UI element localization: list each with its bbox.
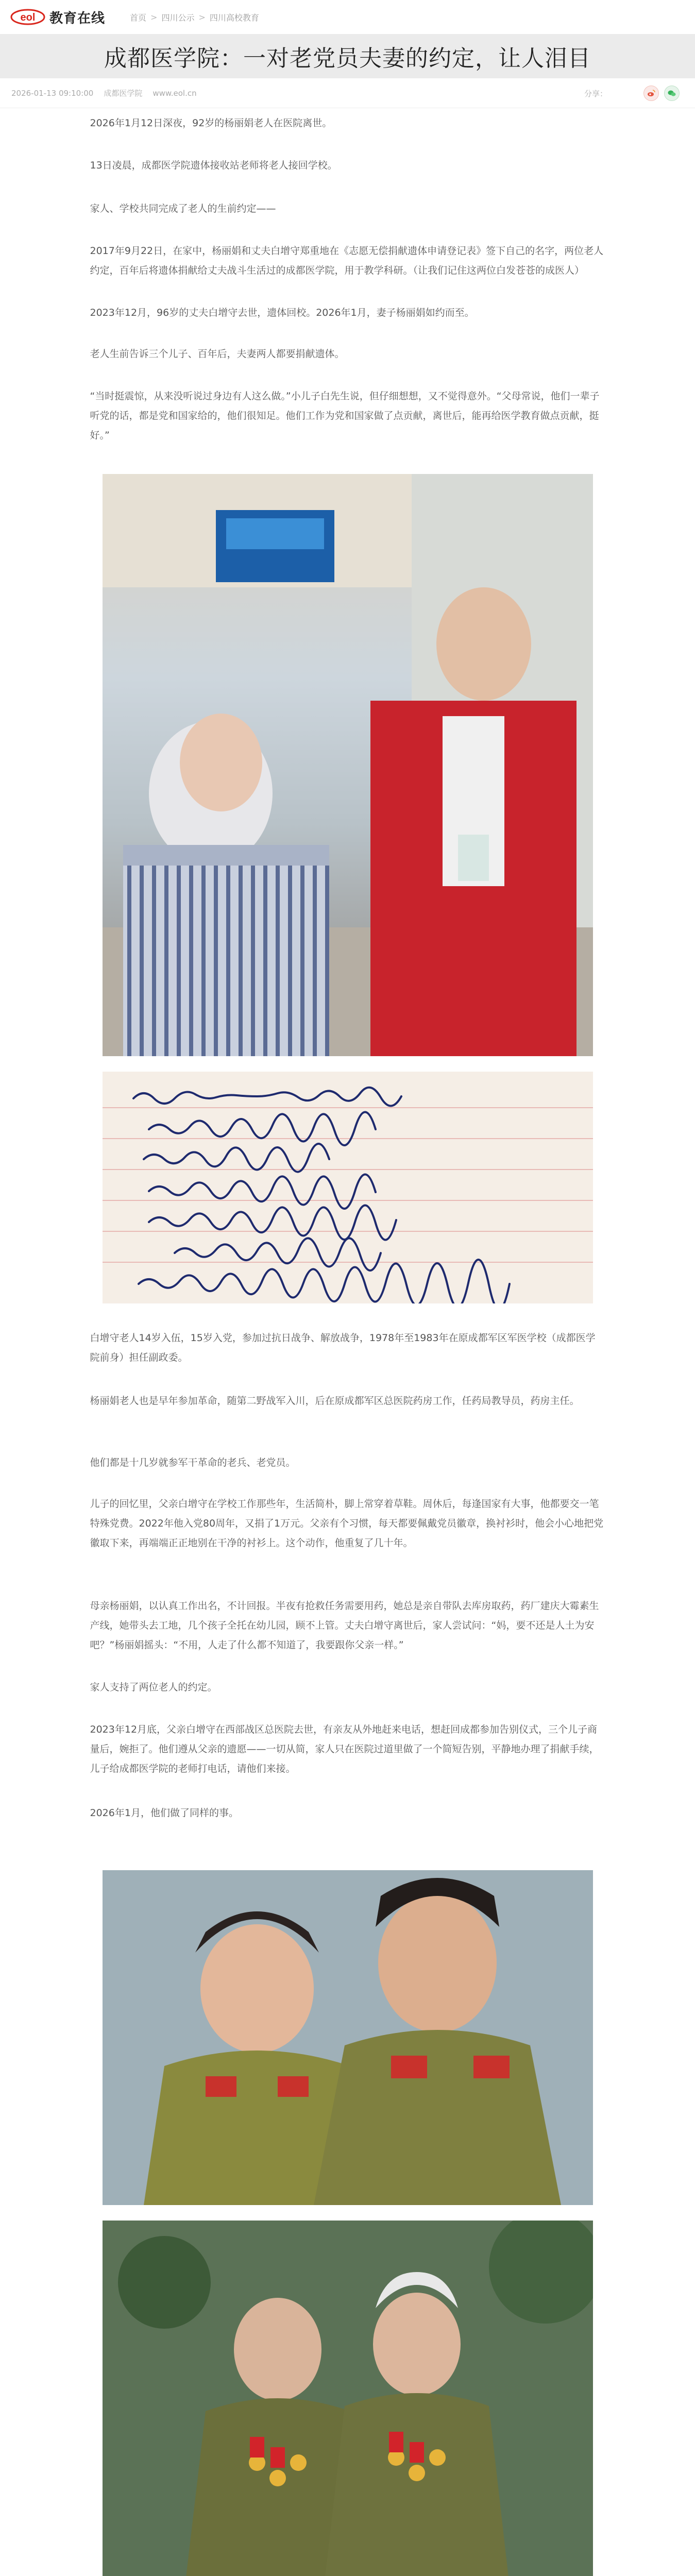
breadcrumb-sichuan[interactable]: 四川公示: [161, 12, 195, 23]
photo-handwritten-pledge: [103, 1072, 593, 1303]
weibo-share-button[interactable]: [643, 86, 659, 101]
logo-text: 教育在线: [49, 10, 106, 26]
document-icon: [103, 1072, 593, 1303]
article-paragraph: 老人生前告诉三个儿子、百年后，夫妻两人都要捐献遗体。: [90, 348, 345, 360]
article-paragraph: 家人、学校共同完成了老人的生前约定——: [90, 203, 276, 214]
photo-couple-hospital: [103, 474, 593, 1056]
article-paragraph: 2017年9月22日，在家中，杨丽娟和丈夫白增守郑重地在《志愿无偿捐献遗体申请登记表》签下自己的名字，两位老人约定，百年后将遗体捐献给丈夫战斗生活过的成都医学院，用于教学科研。（让我们记住这两位白发苍苍的成医人）: [90, 245, 604, 276]
article-paragraph: 2023年12月，96岁的丈夫白增守去世，遗体回校。2026年1月，妻子杨丽娟如约而至。: [90, 307, 474, 318]
photo-icon: [103, 1870, 593, 2205]
breadcrumb-separator: >: [150, 12, 158, 22]
title-band: [0, 34, 695, 78]
page-title: 成都医学院：一对老党员夫妻的约定，让人泪目: [104, 45, 591, 72]
share-label: 分享：: [584, 89, 607, 98]
share-bar: [584, 86, 680, 101]
top-bar: [0, 0, 695, 34]
wechat-icon: [667, 89, 676, 98]
photo-icon: [103, 474, 593, 1056]
article-body: [90, 108, 605, 2576]
article-paragraph: 13日凌晨，成都医学院遗体接收站老师将老人接回学校。: [90, 160, 337, 171]
article-paragraph: 儿子的回忆里，父亲白增守在学校工作那些年，生活简朴，脚上常穿着草鞋。周休后，每逢国家有大事，他都要交一笔特殊党费。2022年他入党80周年，又捐了1万元。父亲有个习惯，每天都要佩戴党员徽章，换衬衫时，他会小心地把党徽取下来，再端端正正地别在干净的衬衫上。这个动作，他重复了几十年。: [90, 1498, 604, 1549]
article-source: 成都医学院: [104, 89, 143, 98]
article-url: www.eol.cn: [152, 88, 197, 98]
publish-date: 2026-01-13 09:10:00: [11, 88, 94, 98]
article-meta: [0, 78, 695, 108]
svg-text:eol: eol: [20, 12, 36, 23]
wechat-share-button[interactable]: [664, 86, 680, 101]
eol-logo-icon: [10, 8, 45, 26]
photo-icon: [103, 2221, 593, 2576]
article-paragraph: 母亲杨丽娟，以认真工作出名，不计回报。半夜有抢救任务需要用药，她总是亲自带队去库房取药，药厂建庆大霉素生产线，她带头去工地，几个孩子全托在幼儿园，顾不上管。丈夫白增守离世后，家人尝试问：“妈，要不还是人土为安吧？”杨丽娟摇头：“不用，人走了什么都不知道了，我要跟你父亲一样。”: [90, 1600, 599, 1651]
weibo-icon: [647, 89, 656, 98]
photo-young-couple-uniform: [103, 1870, 593, 2205]
breadcrumb: [130, 11, 259, 23]
breadcrumb-home[interactable]: 首页: [130, 12, 147, 23]
article-paragraph: 家人支持了两位老人的约定。: [90, 1682, 217, 1693]
article-paragraph: “当时挺震惊，从来没听说过身边有人这么做。”小儿子白先生说，但仔细想想，又不觉得意外。“父母常说，他们一辈子听党的话，都是党和国家给的，他们很知足。他们工作为党和国家做了点贡献，离世后，能再给医学教育做点贡献，挺好。”: [90, 391, 600, 441]
article-paragraph: 杨丽娟老人也是早年参加革命，随第二野战军入川，后在原成都军区总医院药房工作，任药局教导员，药房主任。: [90, 1395, 580, 1406]
site-logo[interactable]: [10, 8, 105, 27]
breadcrumb-sichuan-education[interactable]: 四川高校教育: [209, 12, 259, 23]
article-paragraph: 2026年1月，他们做了同样的事。: [90, 1807, 239, 1819]
article-paragraph: 他们都是十几岁就参军干革命的老兵、老党员。: [90, 1457, 296, 1468]
article-paragraph: 白增守老人14岁入伍，15岁入党，参加过抗日战争、解放战争，1978年至1983年在原成都军区军医学校（成都医学院前身）担任副政委。: [90, 1332, 596, 1363]
breadcrumb-separator: >: [198, 12, 206, 22]
photo-elderly-couple-medals: [103, 2221, 593, 2576]
article-paragraph: 2023年12月底，父亲白增守在西部战区总医院去世，有亲友从外地赶来电话，想赶回成都参加告别仪式，三个儿子商量后，婉拒了。他们遵从父亲的遗愿——一切从简，家人只在医院过道里做了一个简短告别，平静地办理了捐献手续，儿子给成都医学院的老师打电话，请他们来接。: [90, 1724, 599, 1774]
article-paragraph: 2026年1月12日深夜，92岁的杨丽娟老人在医院离世。: [90, 117, 332, 129]
